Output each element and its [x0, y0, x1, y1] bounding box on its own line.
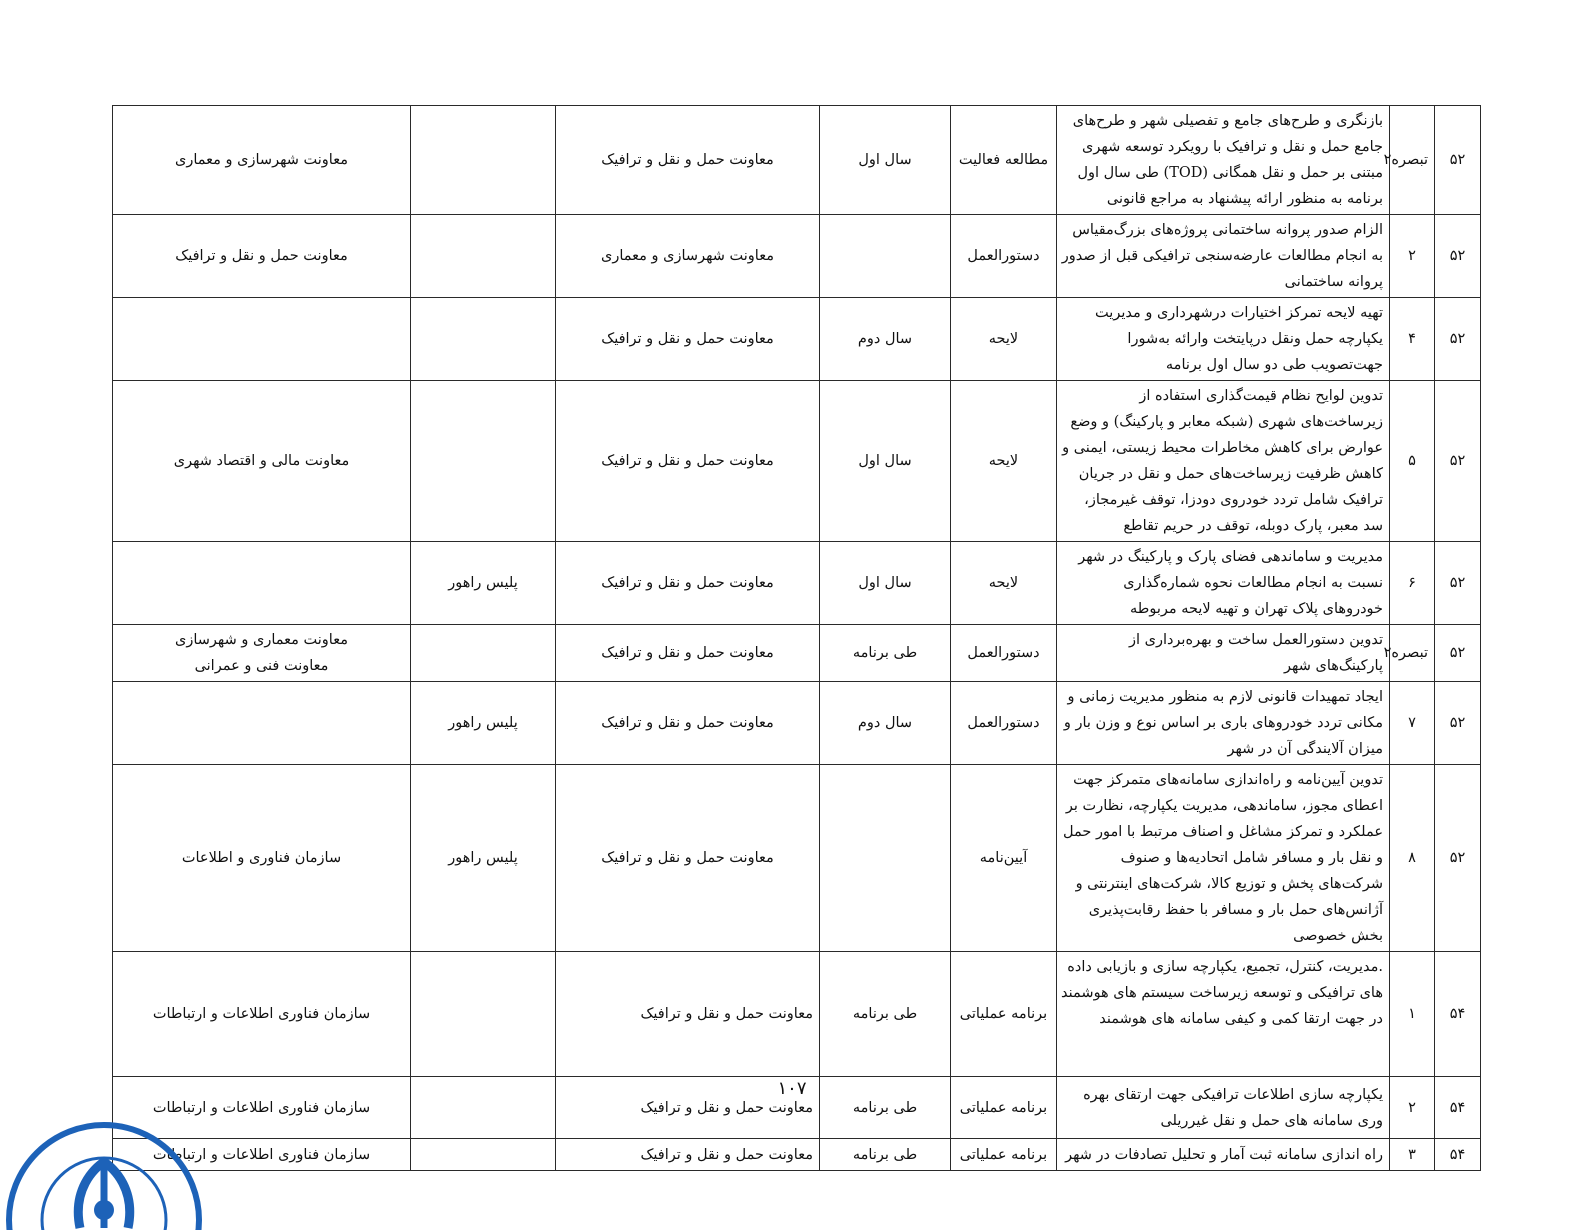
clause-cell: ۵	[1390, 381, 1435, 542]
other-cell	[113, 542, 411, 625]
type-cell: برنامه عملیاتی	[951, 952, 1057, 1077]
time-cell: طی برنامه	[820, 1139, 951, 1171]
table-row	[113, 952, 1481, 1077]
partner-cell: پلیس راهور	[411, 682, 556, 765]
description-cell: تدوین لوایح نظام قیمت‌گذاری استفاده از زیرساخت‌های شهری (شبکه معابر و پارکینگ) و وضع عوارض برای کاهش مخاطرات محیط زیستی، ایمنی و کاهش ظرفیت زیرساخت‌های حمل و نقل در جریان ترافیک شامل تردد خودروی دودزا، توقف غیرمجاز، سد معبر، پارک دوبله، توقف در حریم تقاطع	[1057, 381, 1390, 542]
type-cell: دستورالعمل	[951, 215, 1057, 298]
type-cell: لایحه	[951, 542, 1057, 625]
clause-cell: ۱	[1390, 952, 1435, 1077]
clause-cell: ۶	[1390, 542, 1435, 625]
type-cell: لایحه	[951, 381, 1057, 542]
description-cell: مدیریت و ساماندهی فضای پارک و پارکینگ در شهر نسبت به انجام مطالعات نحوه شماره‌گذاری خودروهای پلاک تهران و تهیه لایحه مربوطه	[1057, 542, 1390, 625]
program-table	[112, 105, 1481, 1171]
other-cell: سازمان فناوری و اطلاعات	[113, 765, 411, 952]
table-row	[113, 682, 1481, 765]
time-cell: طی برنامه	[820, 1077, 951, 1139]
other-cell: معاونت معماری و شهرسازی معاونت فنی و عمرانی	[113, 625, 411, 682]
responsible-cell: معاونت حمل و نقل و ترافیک	[556, 625, 820, 682]
responsible-cell: معاونت حمل و نقل و ترافیک	[556, 542, 820, 625]
article-cell: ۵۲	[1435, 106, 1481, 215]
clause-cell: ۲	[1390, 1077, 1435, 1139]
responsible-cell: معاونت حمل و نقل و ترافیک	[556, 298, 820, 381]
article-cell: ۵۴	[1435, 1077, 1481, 1139]
time-cell: سال اول	[820, 106, 951, 215]
description-cell: راه اندازی سامانه ثبت آمار و تحلیل تصادفات در شهر	[1057, 1139, 1390, 1171]
description-cell: تدوین دستورالعمل ساخت و بهره‌برداری از پارکینگ‌های شهر	[1057, 625, 1390, 682]
partner-cell: پلیس راهور	[411, 542, 556, 625]
time-cell: طی برنامه	[820, 952, 951, 1077]
partner-cell	[411, 952, 556, 1077]
table-row	[113, 625, 1481, 682]
type-cell: دستورالعمل	[951, 682, 1057, 765]
article-cell: ۵۴	[1435, 1139, 1481, 1171]
other-cell: سازمان فناوری اطلاعات و ارتباطات	[113, 1139, 411, 1171]
time-cell	[820, 765, 951, 952]
table-body	[113, 106, 1481, 1171]
description-cell: ایجاد تمهیدات قانونی لازم به منظور مدیریت زمانی و مکانی تردد خودروهای باری بر اساس نوع و وزن بار و میزان آلایندگی آن در شهر	[1057, 682, 1390, 765]
type-cell: دستورالعمل	[951, 625, 1057, 682]
table-row	[113, 298, 1481, 381]
other-cell: معاونت شهرسازی و معماری	[113, 106, 411, 215]
partner-cell	[411, 215, 556, 298]
clause-cell: ۴	[1390, 298, 1435, 381]
article-cell: ۵۲	[1435, 381, 1481, 542]
table-row	[113, 106, 1481, 215]
other-cell: معاونت حمل و نقل و ترافیک	[113, 215, 411, 298]
article-cell: ۵۲	[1435, 765, 1481, 952]
table-row	[113, 215, 1481, 298]
article-cell: ۵۲	[1435, 298, 1481, 381]
responsible-cell: معاونت حمل و نقل و ترافیک	[556, 1139, 820, 1171]
partner-cell	[411, 106, 556, 215]
article-cell: ۵۲	[1435, 625, 1481, 682]
clause-cell: تبصره۲	[1390, 106, 1435, 215]
council-seal-stamp	[2, 1060, 202, 1230]
table-row	[113, 765, 1481, 952]
other-cell	[113, 298, 411, 381]
description-cell: یکپارچه سازی اطلاعات ترافیکی جهت ارتقای بهره وری سامانه های حمل و نقل غیرریلی	[1057, 1077, 1390, 1139]
type-cell: برنامه عملیاتی	[951, 1139, 1057, 1171]
partner-cell	[411, 298, 556, 381]
clause-cell: ۳	[1390, 1139, 1435, 1171]
page-number: ۱۰۷	[777, 1078, 807, 1099]
description-cell: .مدیریت، کنترل، تجمیع، یکپارچه سازی و بازیابی داده های ترافیکی و توسعه زیرساخت سیستم های هوشمند در جهت ارتقا کمی و کیفی سامانه های هوشمند	[1057, 952, 1390, 1077]
clause-cell: ۲	[1390, 215, 1435, 298]
partner-cell: پلیس راهور	[411, 765, 556, 952]
responsible-cell: معاونت حمل و نقل و ترافیک	[556, 106, 820, 215]
partner-cell	[411, 1139, 556, 1171]
clause-cell: ۷	[1390, 682, 1435, 765]
article-cell: ۵۲	[1435, 542, 1481, 625]
clause-cell: ۸	[1390, 765, 1435, 952]
responsible-cell: معاونت حمل و نقل و ترافیک	[556, 952, 820, 1077]
description-cell: تهیه لایحه تمرکز اختیارات درشهرداری و مدیریت یکپارچه حمل ونقل درپایتخت وارائه به‌شورا جهت‌تصویب طی دو سال اول برنامه	[1057, 298, 1390, 381]
partner-cell	[411, 625, 556, 682]
other-cell: سازمان فناوری اطلاعات و ارتباطات	[113, 1077, 411, 1139]
time-cell: سال دوم	[820, 682, 951, 765]
responsible-cell: معاونت حمل و نقل و ترافیک	[556, 765, 820, 952]
time-cell: سال دوم	[820, 298, 951, 381]
type-cell: لایحه	[951, 298, 1057, 381]
table-row	[113, 381, 1481, 542]
time-cell: سال اول	[820, 381, 951, 542]
partner-cell	[411, 381, 556, 542]
table-row	[113, 1139, 1481, 1171]
table-row	[113, 542, 1481, 625]
article-cell: ۵۲	[1435, 215, 1481, 298]
seal-emblem-center	[94, 1200, 114, 1220]
responsible-cell: معاونت حمل و نقل و ترافیک	[556, 682, 820, 765]
other-cell: سازمان فناوری اطلاعات و ارتباطات	[113, 952, 411, 1077]
article-cell: ۵۴	[1435, 952, 1481, 1077]
responsible-cell: معاونت حمل و نقل و ترافیک	[556, 1077, 820, 1139]
type-cell: برنامه عملیاتی	[951, 1077, 1057, 1139]
description-cell: تدوین آیین‌نامه و راه‌اندازی سامانه‌های متمرکز جهت اعطای مجوز، ساماندهی، مدیریت یکپارچه، نظارت بر عملکرد و تمرکز مشاغل و اصناف مرتبط با امور حمل و نقل بار و مسافر شامل اتحادیه‌ها و صنوف شرکت‌های پخش و توزیع کالا، شرکت‌های اینترنتی و آژانس‌های حمل بار و مسافر با حفظ رقابت‌پذیری بخش خصوصی	[1057, 765, 1390, 952]
type-cell: مطالعه فعالیت	[951, 106, 1057, 215]
responsible-cell: معاونت حمل و نقل و ترافیک	[556, 381, 820, 542]
article-cell: ۵۲	[1435, 682, 1481, 765]
type-cell: آیین‌نامه	[951, 765, 1057, 952]
description-cell: بازنگری و طرح‌های جامع و تفصیلی شهر و طرح‌های جامع حمل و نقل و ترافیک با رویکرد توسعه شهری مبتنی بر حمل و نقل همگانی (TOD) طی سال اول برنامه به منظور ارائه پیشنهاد به مراجع قانونی	[1057, 106, 1390, 215]
clause-cell: تبصره۲	[1390, 625, 1435, 682]
time-cell: طی برنامه	[820, 625, 951, 682]
other-cell: معاونت مالی و اقتصاد شهری	[113, 381, 411, 542]
responsible-cell: معاونت شهرسازی و معماری	[556, 215, 820, 298]
time-cell: سال اول	[820, 542, 951, 625]
time-cell	[820, 215, 951, 298]
other-cell	[113, 682, 411, 765]
description-cell: الزام صدور پروانه ساختمانی پروژه‌های بزرگ‌مقیاس به انجام مطالعات عارضه‌سنجی ترافیکی قبل از صدور پروانه ساختمانی	[1057, 215, 1390, 298]
